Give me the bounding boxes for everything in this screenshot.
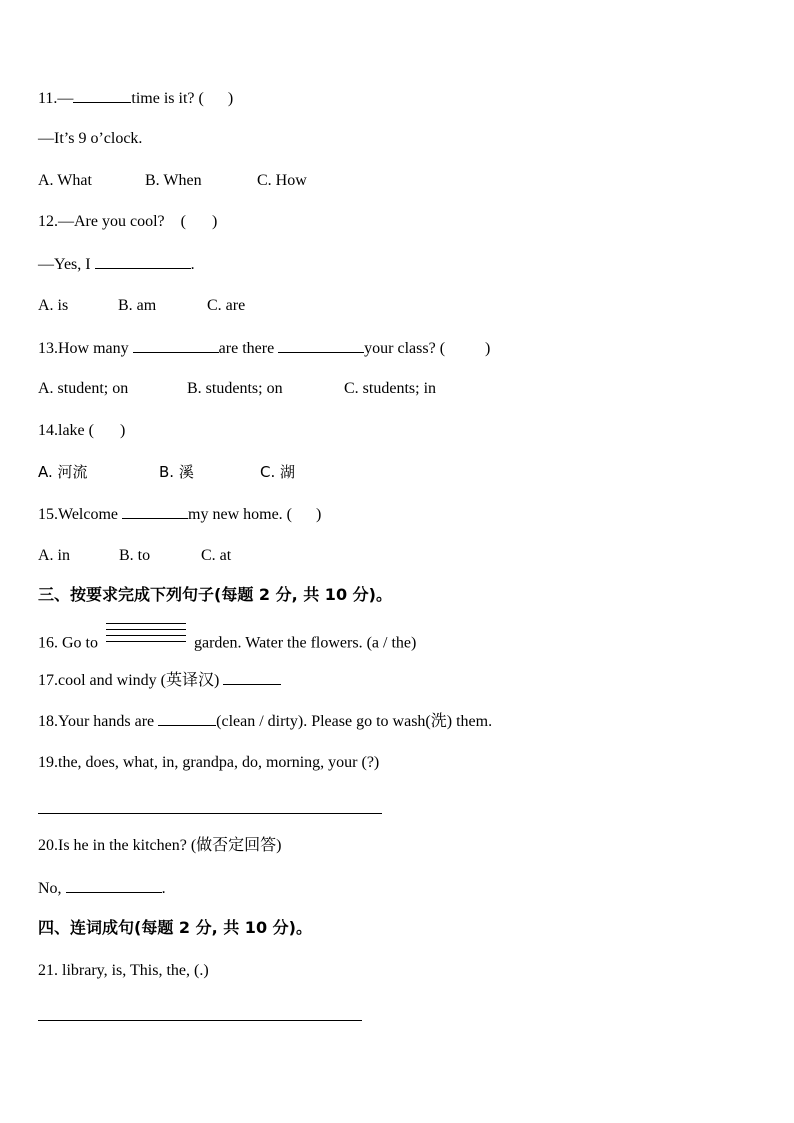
question-11-reply: —It’s 9 o’clock. <box>38 130 143 147</box>
question-14-options <box>38 462 295 482</box>
question-text: cool and windy (英译汉) <box>58 672 220 689</box>
answer-blank[interactable] <box>66 878 162 893</box>
reply-text: No, <box>38 880 62 897</box>
paren-close: ) <box>485 340 491 357</box>
question-number: 13. <box>38 340 58 357</box>
paren-close: ) <box>119 422 126 439</box>
reply-period: . <box>161 880 166 897</box>
question-number: 19. <box>38 754 58 771</box>
option-c[interactable]: C. students; in <box>344 380 437 397</box>
question-text: the, does, what, in, grandpa, do, morning, your (?) <box>58 754 380 771</box>
answer-blank[interactable] <box>73 88 131 103</box>
question-number: 20. <box>38 837 58 854</box>
question-text: Welcome <box>58 506 119 523</box>
question-17 <box>38 670 281 691</box>
question-text: Is he in the kitchen? (做否定回答) <box>58 837 282 854</box>
option-c[interactable]: C. are <box>207 297 246 314</box>
answer-blank[interactable] <box>223 670 281 685</box>
question-12-options <box>38 296 245 316</box>
question-number: 17. <box>38 672 58 689</box>
question-number: 15. <box>38 506 58 523</box>
question-15 <box>38 504 321 525</box>
option-c[interactable]: C. 湖 <box>260 463 296 481</box>
question-13-options <box>38 379 436 399</box>
question-number: 16. <box>38 634 58 652</box>
paren-close: ) <box>316 506 322 523</box>
question-18 <box>38 711 492 732</box>
question-19 <box>38 753 379 773</box>
question-number: 18. <box>38 713 58 730</box>
option-b[interactable]: B. 溪 <box>159 463 194 481</box>
question-number: 12. <box>38 213 58 230</box>
question-20-reply <box>38 878 166 899</box>
option-a[interactable]: A. 河流 <box>38 463 88 481</box>
question-15-options <box>38 546 231 566</box>
answer-blank-lines[interactable] <box>106 633 186 655</box>
question-number: 21. <box>38 962 58 979</box>
question-text: —Are you cool? <box>58 213 165 230</box>
question-11 <box>38 88 233 109</box>
question-text: time is it? ( <box>131 90 204 107</box>
question-16 <box>38 633 416 655</box>
question-text: Go to <box>62 634 98 652</box>
option-a[interactable]: A. What <box>38 172 92 189</box>
question-text: are there <box>218 340 275 357</box>
question-11-options <box>38 171 307 191</box>
answer-line[interactable] <box>38 1020 362 1021</box>
option-b[interactable]: B. students; on <box>187 380 283 397</box>
question-20 <box>38 836 282 856</box>
question-text: library, is, This, the, (.) <box>62 962 209 979</box>
answer-blank[interactable] <box>278 338 364 353</box>
question-text: garden. Water the flowers. (a / the) <box>194 634 417 652</box>
question-13 <box>38 338 490 359</box>
reply-text: —Yes, I <box>38 256 91 273</box>
answer-blank[interactable] <box>122 504 188 519</box>
question-number: 11. <box>38 90 58 107</box>
option-c[interactable]: C. at <box>201 547 232 564</box>
question-text: my new home. ( <box>188 506 292 523</box>
question-14 <box>38 421 125 441</box>
option-a[interactable]: A. student; on <box>38 380 129 397</box>
question-number: 14. <box>38 422 58 439</box>
dash: — <box>57 90 74 107</box>
answer-line[interactable] <box>38 813 382 814</box>
option-b[interactable]: B. When <box>145 172 202 189</box>
paren-open: ( <box>180 213 186 230</box>
question-text: Your hands are <box>58 713 155 730</box>
option-a[interactable]: A. is <box>38 297 69 314</box>
question-12 <box>38 212 217 232</box>
section-3-heading: 三、按要求完成下列句子(每题 2 分, 共 10 分)。 <box>38 585 392 604</box>
option-c[interactable]: C. How <box>257 172 307 189</box>
question-text: (clean / dirty). Please go to wash(洗) them. <box>216 713 493 730</box>
section-4-heading: 四、连词成句(每题 2 分, 共 10 分)。 <box>38 918 312 937</box>
option-b[interactable]: B. am <box>118 297 157 314</box>
reply-period: . <box>190 256 195 273</box>
question-text: lake ( <box>58 422 94 439</box>
answer-blank[interactable] <box>158 711 216 726</box>
question-text: How many <box>58 340 129 357</box>
option-b[interactable]: B. to <box>119 547 151 564</box>
question-12-reply <box>38 254 195 275</box>
question-21 <box>38 961 209 981</box>
answer-blank[interactable] <box>133 338 219 353</box>
question-text: your class? ( <box>364 340 446 357</box>
paren-close: ) <box>211 213 218 230</box>
answer-blank[interactable] <box>95 254 191 269</box>
paren-close: ) <box>227 90 234 107</box>
option-a[interactable]: A. in <box>38 547 70 564</box>
